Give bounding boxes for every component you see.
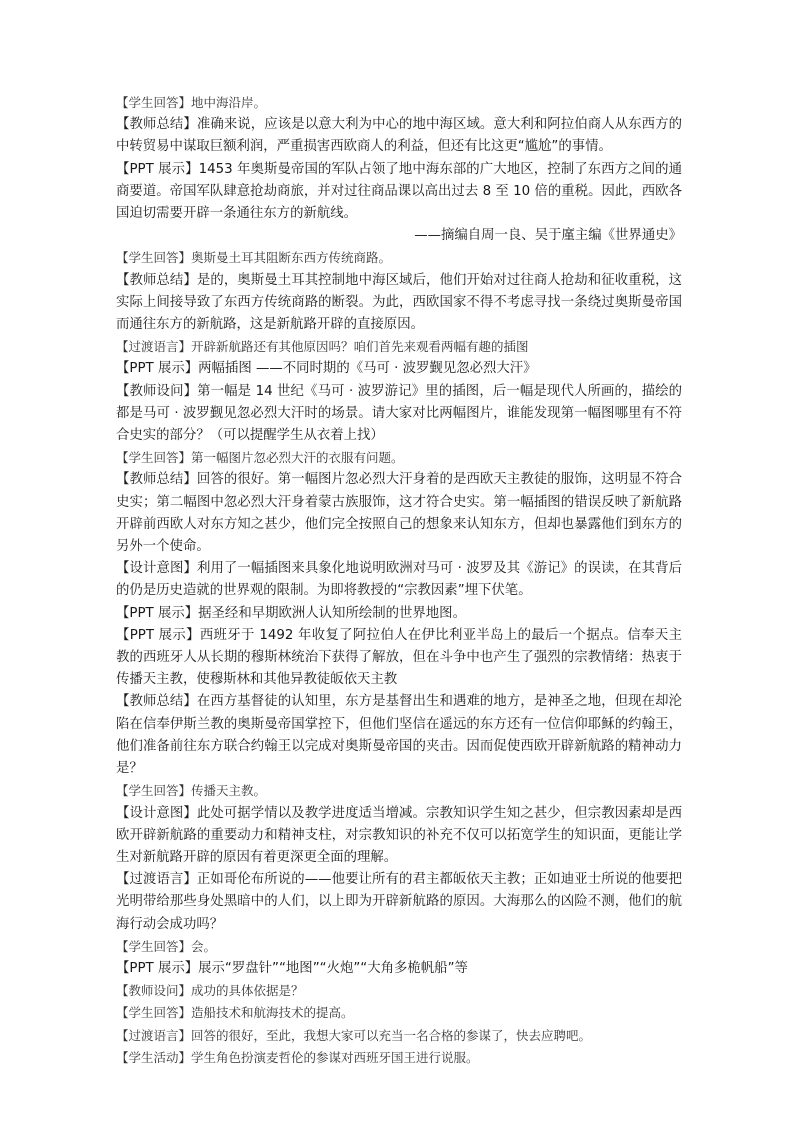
section-tag: 【PPT 展示】 [116,361,199,377]
paragraph-teacher-question [116,980,682,1002]
section-tag: 【学生活动】 [116,1049,192,1065]
paragraph-student-activity [116,1047,682,1069]
section-tag: 【教师设问】 [116,983,192,999]
paragraph-student-answer [116,92,682,114]
paragraph-text: 会。 [191,938,217,954]
citation-source [116,225,682,247]
paragraph-student-answer [116,936,682,958]
paragraph-text: 第一幅是 14 世纪《马可 · 波罗游记》里的插图，后一幅是现代人所画的，描绘的都是马可 · 波罗觐见忽必烈大汗时的场景。请大家对比两幅图片，谁能发现第一幅图哪里有不符合史实的部分？（可以提醒学生从衣着上找） [116,383,682,444]
paragraph-transition [116,1025,682,1047]
section-tag: 【学生回答】 [116,938,192,954]
paragraph-text: 1453 年奥斯曼帝国的军队占领了地中海东部的广大地区，控制了东西方之间的通商要道。帝国军队肆意抢劫商旅，并对过往商品课以高出过去 8 至 10 倍的重税。因此，西欧各国迫切需要开辟一条通往东方的新航线。 [116,161,682,222]
paragraph-student-answer [116,780,682,802]
paragraph-text: 第一幅图片忽必烈大汗的衣服有问题。 [191,450,404,466]
paragraph-teacher-summary [116,469,682,558]
paragraph-transition [116,336,682,358]
section-tag: 【过渡语言】 [116,339,192,355]
paragraph-ppt-show [116,958,682,980]
section-tag: 【过渡语言】 [116,872,197,888]
section-tag: 【学生回答】 [116,1005,192,1021]
section-tag: 【设计意图】 [116,805,197,821]
paragraph-student-answer [116,247,682,269]
paragraph-teacher-summary [116,691,682,780]
section-tag: 【学生回答】 [116,450,192,466]
section-tag: 【设计意图】 [116,561,197,577]
paragraph-transition [116,869,682,936]
document-body [116,92,682,1069]
paragraph-text: 开辟新航路还有其他原因吗？咱们首先来观看两幅有趣的插图 [191,339,529,355]
paragraph-ppt-show [116,159,682,226]
section-tag: 【学生回答】 [116,250,192,266]
paragraph-text: 是的，奥斯曼土耳其控制地中海区域后，他们开始对过往商人抢劫和征收重税，这实际上间接导致了东西方传统商路的断裂。为此，西欧国家不得不考虑寻找一条绕过奥斯曼帝国而通往东方的新航路，这是新航路开辟的直接原因。 [116,272,683,333]
section-tag: 【教师总结】 [116,272,197,288]
section-tag: 【教师总结】 [116,117,197,133]
section-tag: 【PPT 展示】 [116,627,200,643]
paragraph-text: 回答的很好，至此，我想大家可以充当一名合格的参谋了，快去应聘吧。 [191,1027,592,1043]
paragraph-text: 西班牙于 1492 年收复了阿拉伯人在伊比利亚半岛上的最后一个据点。信奉天主教的西班牙人从长期的穆斯林统治下获得了解放，但在斗争中也产生了强烈的宗教情绪：热衷于传播天主教，使穆斯林和其他异教徒皈依天主教 [116,627,682,688]
paragraph-text: 奥斯曼土耳其阻断东西方传统商路。 [191,250,392,266]
section-tag: 【教师总结】 [116,472,197,488]
paragraph-text: 地中海沿岸。 [191,95,267,110]
paragraph-text: 回答的很好。第一幅图片忽必烈大汗身着的是西欧天主教徒的服饰，这明显不符合史实；第二幅图中忽必烈大汗身着蒙古族服饰，这才符合史实。第一幅插图的错误反映了新航路开辟前西欧人对东方知之甚少，他们完全按照自己的想象来认知东方，但却也暴露他们到东方的另外一个使命。 [116,472,683,555]
citation-text: ——摘编自周一良、吴于廑主编《世界通史》 [414,228,682,244]
paragraph-text: 成功的具体依据是？ [191,983,304,999]
paragraph-text: 两幅插图 ——不同时期的《马可 · 波罗觐见忽必烈大汗》 [198,361,537,377]
paragraph-ppt-show [116,603,682,625]
section-tag: 【PPT 展示】 [116,605,199,621]
section-tag: 【教师设问】 [116,383,198,399]
paragraph-design-intent [116,558,682,602]
paragraph-teacher-summary [116,114,682,158]
paragraph-text: 此处可据学情以及教学进度适当增减。宗教知识学生知之甚少，但宗教因素却是西欧开辟新航路的重要动力和精神支柱，对宗教知识的补充不仅可以拓宽学生的知识面，更能让学生对新航路开辟的原因有着更深更全面的理解。 [116,805,683,865]
section-tag: 【过渡语言】 [116,1027,192,1043]
paragraph-ppt-show [116,358,682,380]
paragraph-text: 在西方基督徒的认知里，东方是基督出生和遇难的地方，是神圣之地，但现在却沦陷在信奉伊斯兰教的奥斯曼帝国掌控下，但他们坚信在遥远的东方还有一位信仰耶稣的约翰王，他们准备前往东方联合约翰王以完成对奥斯曼帝国的夹击。因而促使西欧开辟新航路的精神动力是？ [116,694,683,777]
paragraph-text: 传播天主教。 [191,783,267,799]
paragraph-ppt-show [116,625,682,692]
section-tag: 【学生回答】 [116,95,192,110]
section-tag: 【PPT 展示】 [116,960,199,976]
paragraph-design-intent [116,803,682,870]
section-tag: 【教师总结】 [116,694,197,710]
paragraph-text: 造船技术和航海技术的提高。 [191,1005,354,1021]
paragraph-text: 展示“罗盘针”“地图”“火炮”“大角多桅帆船”等 [198,960,468,976]
section-tag: 【学生回答】 [116,783,192,799]
section-tag: 【PPT 展示】 [116,161,199,177]
paragraph-student-answer [116,447,682,469]
paragraph-teacher-summary [116,270,682,337]
paragraph-student-answer [116,1002,682,1024]
paragraph-text: 利用了一幅插图来具象化地说明欧洲对马可 · 波罗及其《游记》的误读，在其背后的仍是历史造就的世界观的限制。为即将教授的“宗教因素”埋下伏笔。 [116,561,682,599]
paragraph-text: 据圣经和早期欧洲人认知所绘制的世界地图。 [198,605,466,621]
paragraph-text: 学生角色扮演麦哲伦的参谋对西班牙国王进行说服。 [191,1049,479,1065]
paragraph-text: 准确来说，应该是以意大利为中心的地中海区域。意大利和阿拉伯商人从东西方的中转贸易中谋取巨额利润，严重损害西欧商人的利益，但还有比这更“尴尬”的事情。 [116,117,683,155]
paragraph-text: 正如哥伦布所说的——他要让所有的君主都皈依天主教；正如迪亚士所说的他要把光明带给那些身处黑暗中的人们，以上即为开辟新航路的原因。大海那么的凶险不测，他们的航海行动会成功吗？ [116,872,683,932]
paragraph-teacher-question [116,381,682,448]
